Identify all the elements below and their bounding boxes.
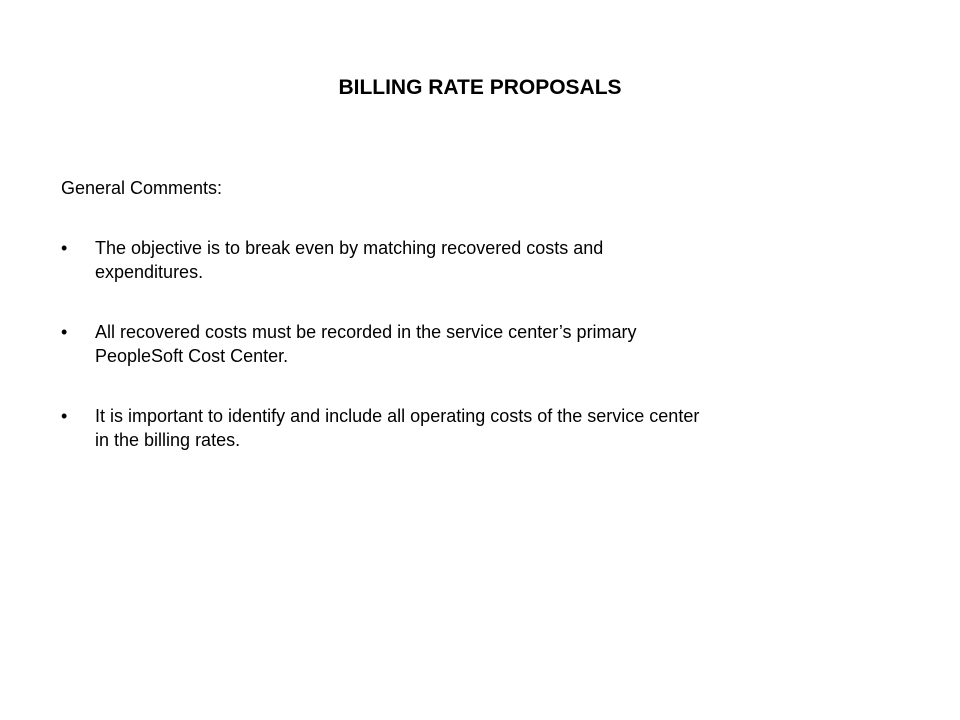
bullet-dot-icon: • <box>61 322 68 342</box>
intro-text: General Comments: <box>61 178 223 198</box>
bullet-text-line-1: All recovered costs must be recorded in the service center’s primary <box>95 322 637 342</box>
bullet-dot-icon: • <box>61 406 68 426</box>
bullet-text-line-2: in the billing rates. <box>95 430 241 450</box>
bullet-item <box>61 404 921 452</box>
bullet-text-line-1: The objective is to break even by matching recovered costs and <box>95 238 604 258</box>
bullet-text-line-1: It is important to identify and include all operating costs of the service center <box>95 406 700 426</box>
slide-title: BILLING RATE PROPOSALS <box>338 76 622 99</box>
bullet-text-line-2: PeopleSoft Cost Center. <box>95 346 289 366</box>
bullet-text-line-2: expenditures. <box>95 262 204 282</box>
bullet-dot-icon: • <box>61 238 68 258</box>
bullet-list <box>61 236 921 488</box>
bullet-item <box>61 320 921 368</box>
bullet-item <box>61 236 921 284</box>
